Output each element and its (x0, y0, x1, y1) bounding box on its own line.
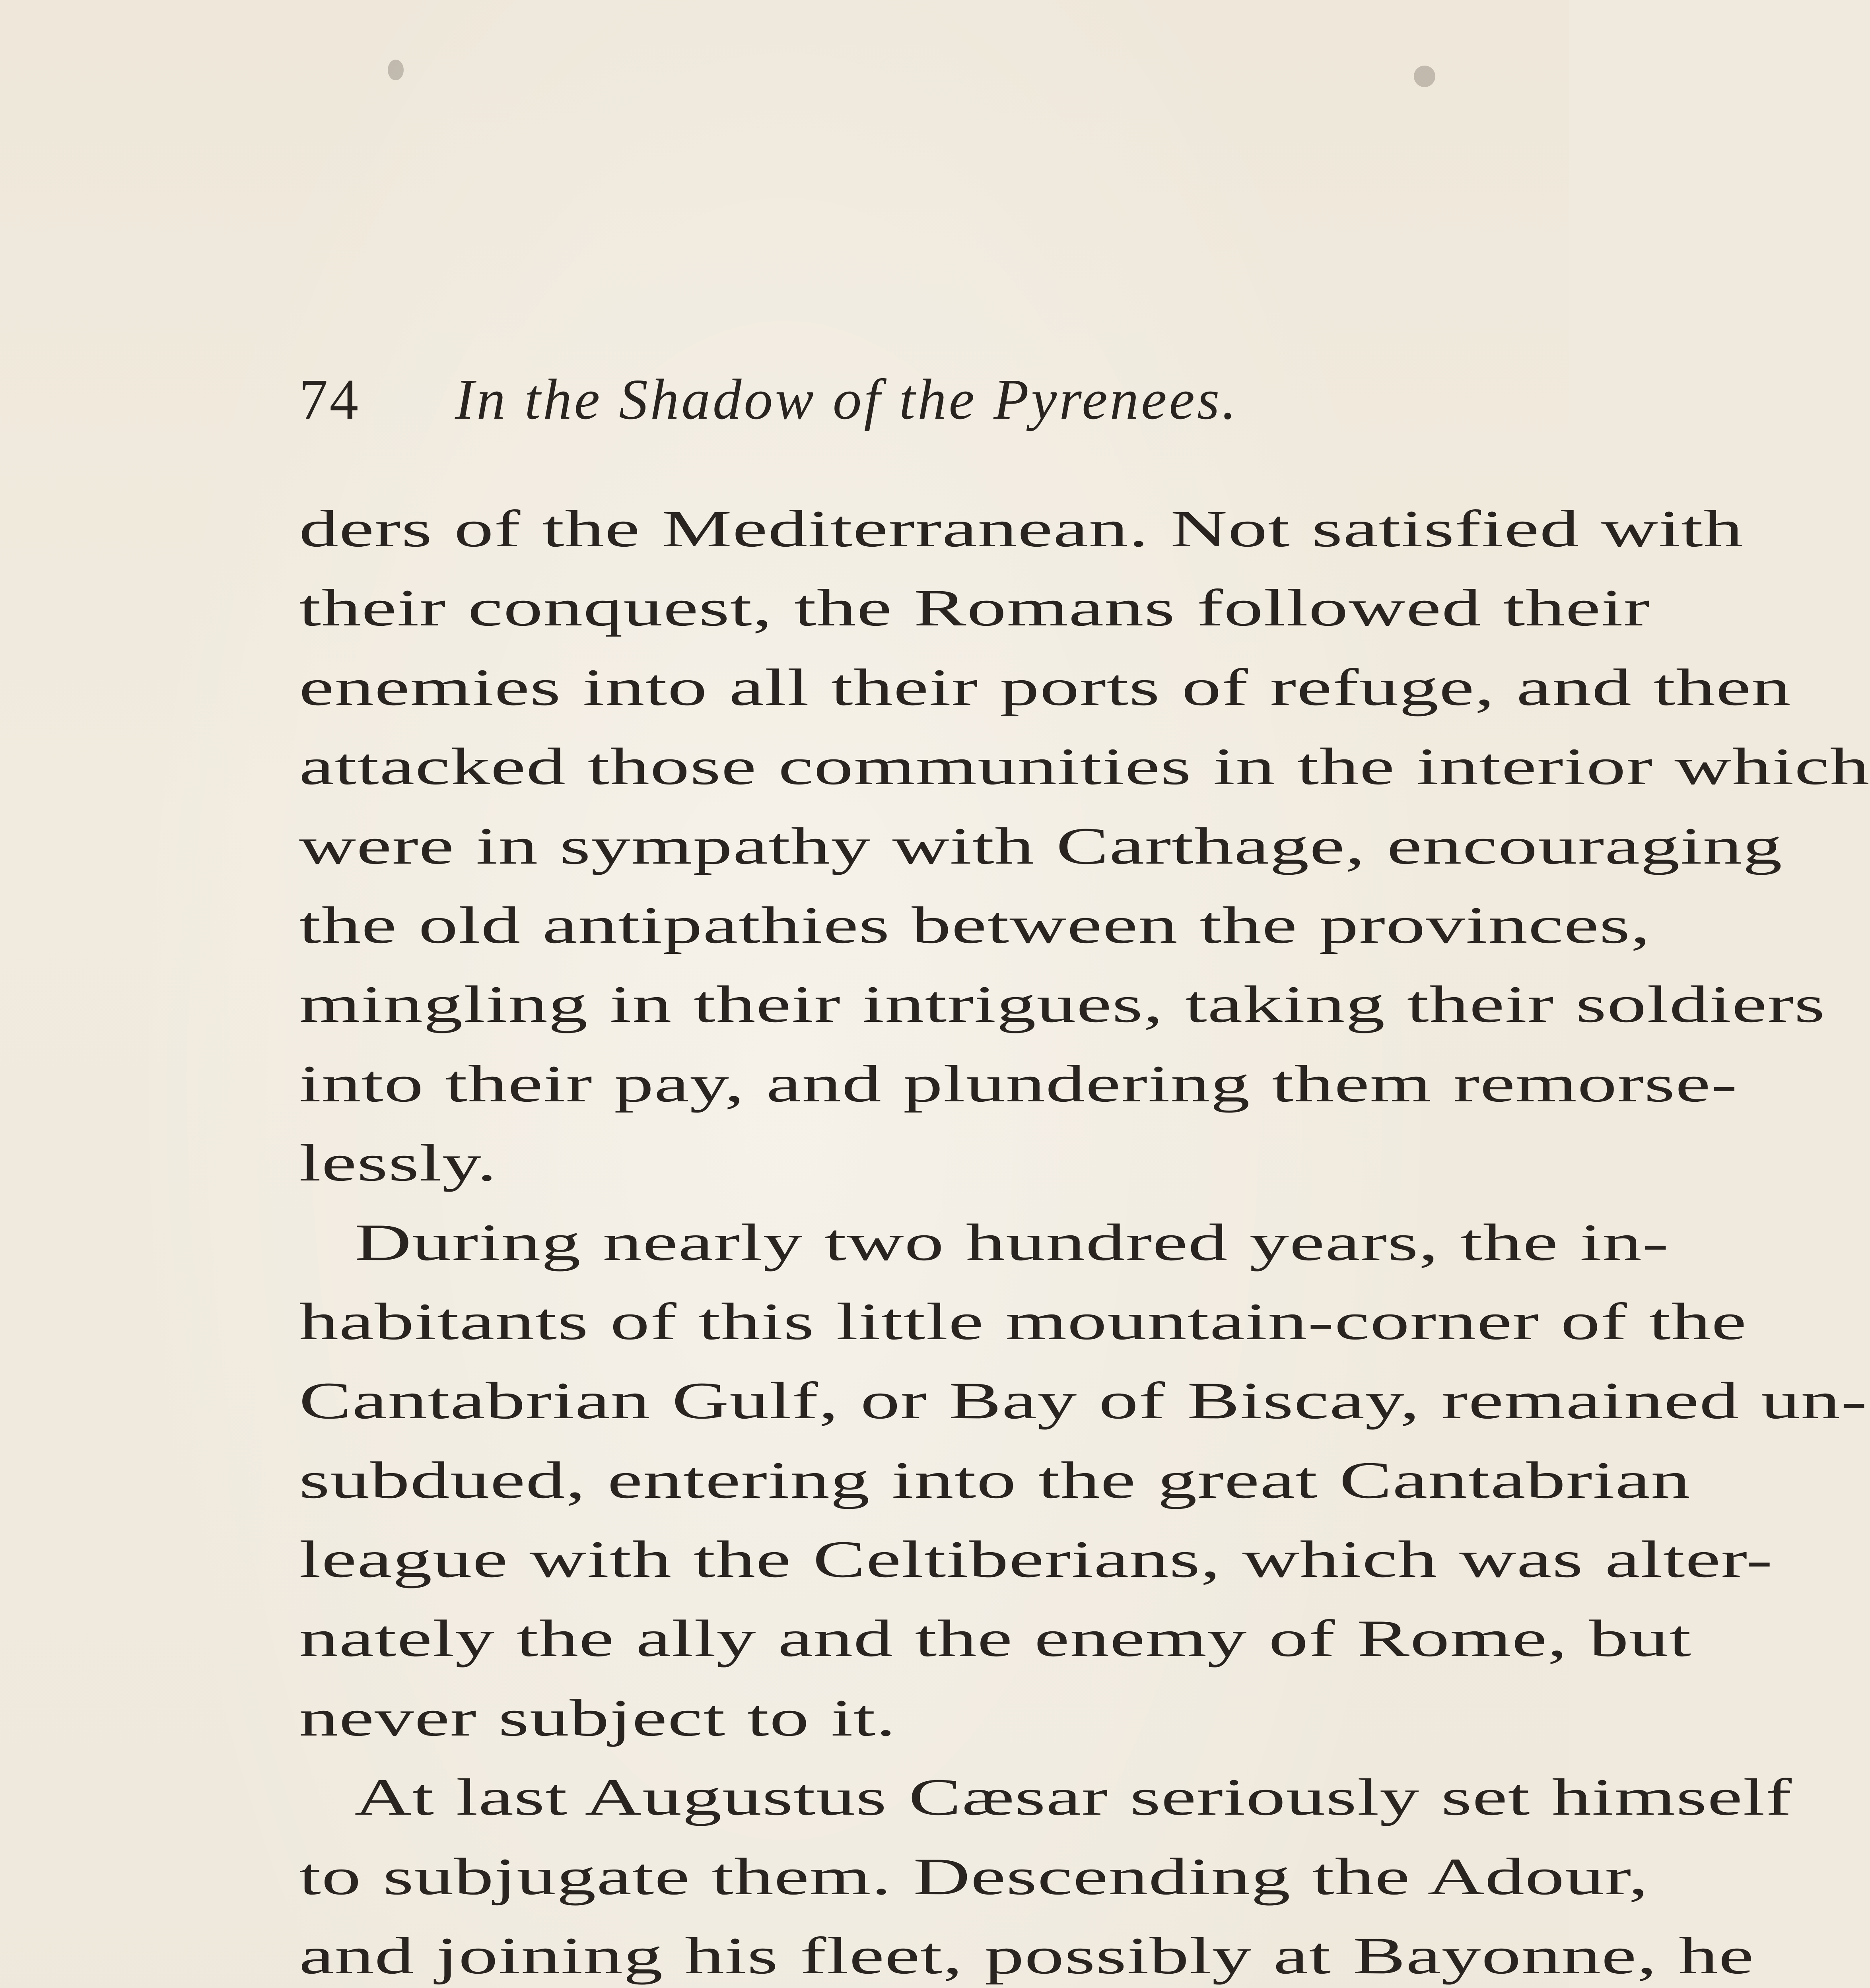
text-line: habitants of this little mountain-corner of the (299, 1292, 1747, 1351)
text-line: enemies into all their ports of refuge, and then (299, 658, 1792, 716)
paper-speck (388, 60, 404, 80)
text-line: into their pay, and plundering them remorse- (299, 1054, 1738, 1113)
text-line: their conquest, the Romans followed their (299, 579, 1650, 637)
text-line: the old antipathies between the provinces, (299, 895, 1651, 954)
text-line: were in sympathy with Carthage, encouraging (299, 816, 1783, 875)
paper-speck (1414, 66, 1435, 87)
text-line: to subjugate them. Descending the Adour, (299, 1847, 1649, 1906)
text-line: Cantabrian Gulf, or Bay of Biscay, remained un- (299, 1371, 1868, 1430)
page-number: 74 (299, 368, 360, 431)
body-text (299, 489, 1870, 1988)
running-title: In the Shadow of the Pyrenees. (455, 368, 1239, 431)
running-head (299, 360, 1357, 439)
text-line: ders of the Mediterranean. Not satisfied with (299, 499, 1744, 558)
text-line: At last Augustus Cæsar seriously set himself (354, 1768, 1792, 1827)
text-line: subdued, entering into the great Cantabrian (299, 1450, 1691, 1509)
text-line: attacked those communities in the interior which (299, 737, 1870, 796)
text-line: During nearly two hundred years, the in- (354, 1213, 1670, 1272)
text-line: mingling in their intrigues, taking their soldiers (299, 975, 1825, 1034)
text-line: lessly. (299, 1134, 498, 1192)
text-line: never subject to it. (299, 1688, 896, 1747)
text-line: nately the ally and the enemy of Rome, but (299, 1609, 1692, 1668)
text-line: league with the Celtiberians, which was alter- (299, 1530, 1773, 1589)
text-line: and joining his fleet, possibly at Bayonne, he (299, 1926, 1754, 1985)
